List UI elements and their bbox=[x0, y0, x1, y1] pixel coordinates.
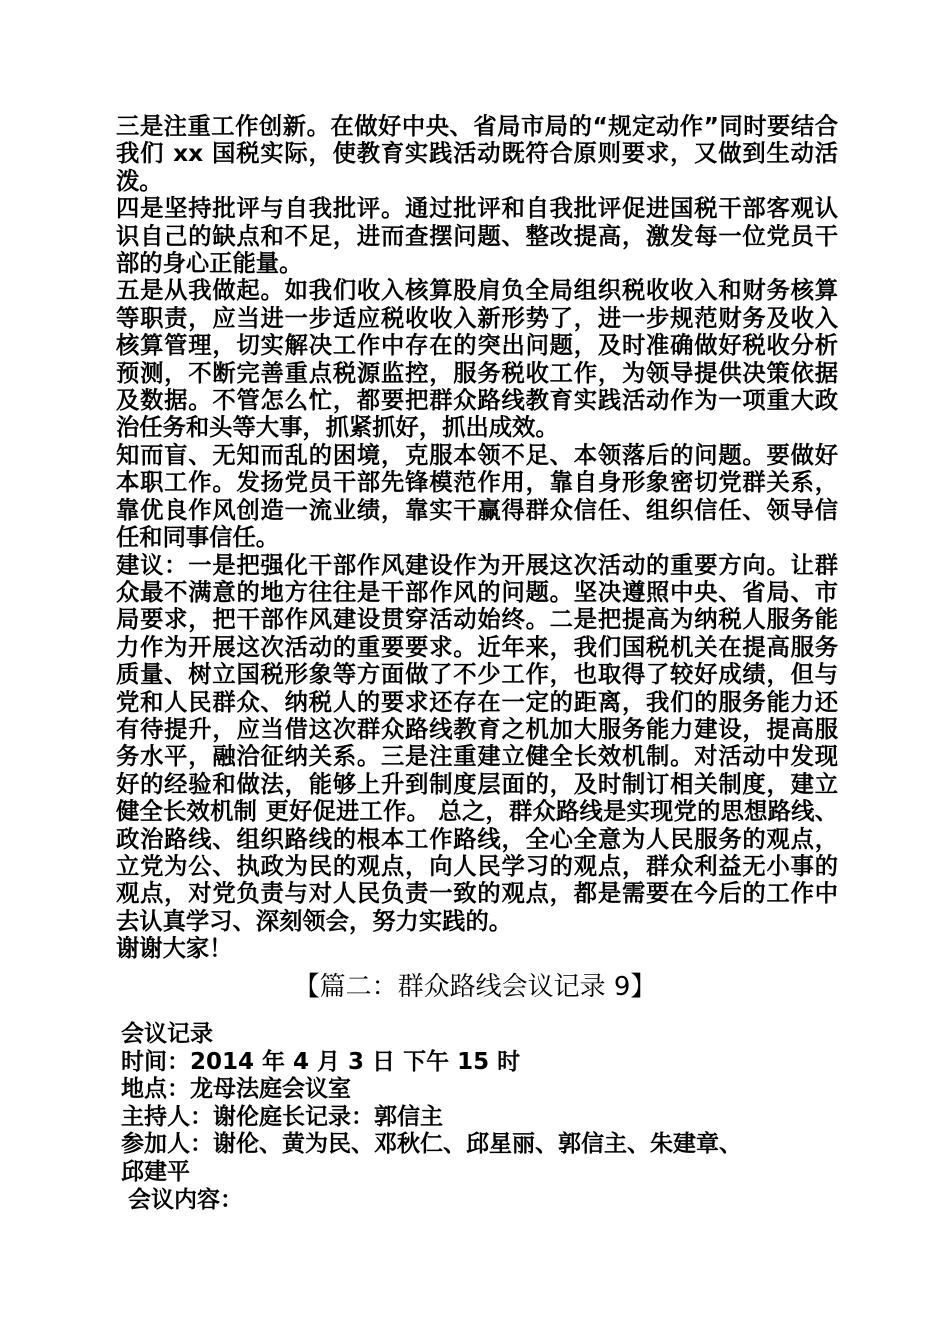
paragraph-innovation: 三是注重工作创新。在做好中央、省局市局的“规定动作”同时要结合我们 xx 国税实际，使教育实践活动既符合原则要求，又做到生动活泼。 bbox=[116, 113, 838, 195]
meeting-attendees: 参加人：谢伦、黄为民、邓秋仁、邱星丽、郭信主、朱建章、 bbox=[121, 1131, 742, 1158]
meeting-host: 主持人：谢伦庭长记录：郭信主 bbox=[121, 1103, 443, 1130]
meeting-time: 时间：2014 年 4 月 3 日 下午 15 时 bbox=[121, 1048, 521, 1075]
meeting-content-label: 会议内容： bbox=[128, 1186, 243, 1213]
paragraph-start-from-me: 五是从我做起。如我们收入核算股肩负全局组织税收收入和财务核算等职责，应当进一步适应税收收入新形势了，进一步规范财务及收入核算管理，切实解决工作中存在的突出问题，及时准确做好税收分析预测，不断完善重点税源监控，服务税收工作，为领导提供决策依据及数据。不管怎么忙，都要把群众路线教育实践活动作为一项重大政治任务和头等大事，抓紧抓好，抓出成效。 bbox=[116, 277, 838, 442]
meeting-record-title: 会议记录 bbox=[121, 1021, 213, 1047]
paragraph-suggestions: 建议：一是把强化干部作风建设作为开展这次活动的重要方向。让群众最不满意的地方往往是干部作风的问题。坚决遵照中央、省局、市局要求，把干部作风建设贯穿活动始终。二是把提高为纳税人服务能力作为开展这次活动的重要要求。近年来，我们国税机关在提高服务质量、树立国税形象等方面做了不少工作，也取得了较好成绩，但与党和人民群众、纳税人的要求还存在一定的距离，我们的服务能力还有待提升，应当借这次群众路线教育之机加大服务能力建设，提高服务水平，融洽征纳关系。三是注重建立健全长效机制。对活动中发现好的经验和做法，能够上升到制度层面的，及时制订相关制度，建立健全长效机制 更好促进工作。 总之，群众路线是实现党的思想路线、政治路线、组织路线的根本工作路线，全心全意为人民服务的观点，立党为公、执政为民的观点，向人民学习的观点，群众利益无小事的观点，对党负责与对人民负责一致的观点，都是需要在今后的工作中去认真学习、深刻领会，努力实践的。 bbox=[116, 551, 838, 935]
paragraph-knowledge: 知而盲、无知而乱的困境，克服本领不足、本领落后的问题。要做好本职工作。发扬党员干部先锋模范作用，靠自身形象密切党群关系，靠优良作风创造一流业绩，靠实干赢得群众信任、组织信任、领导信任和同事信任。 bbox=[116, 441, 838, 552]
meeting-record bbox=[121, 1021, 821, 1214]
section-heading: 【篇二：群众路线会议记录 9】 bbox=[293, 972, 657, 1002]
paragraph-thanks: 谢谢大家！ bbox=[116, 935, 233, 963]
meeting-place: 地点：龙母法庭会议室 bbox=[121, 1076, 351, 1103]
meeting-attendees-continued: 邱建平 bbox=[121, 1158, 190, 1185]
document-body bbox=[116, 113, 838, 963]
paragraph-criticism: 四是坚持批评与自我批评。通过批评和自我批评促进国税干部客观认识自己的缺点和不足，进而查摆问题、整改提高，激发每一位党员干部的身心正能量。 bbox=[116, 195, 838, 278]
